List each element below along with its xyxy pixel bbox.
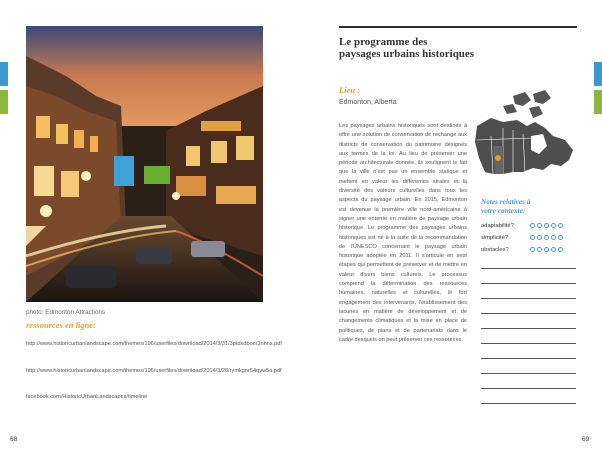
- rating-circle[interactable]: [530, 235, 535, 240]
- rating-row-adaptability: [481, 222, 579, 232]
- resources-title: ressources en ligne:: [26, 320, 96, 330]
- rating-circle[interactable]: [558, 247, 563, 252]
- page-number-right: 69: [582, 436, 590, 443]
- rating-row-obstacles: [481, 246, 579, 256]
- note-line[interactable]: [481, 298, 576, 299]
- note-line[interactable]: [481, 403, 576, 404]
- page-number-left: 68: [10, 436, 18, 443]
- rating-circle[interactable]: [537, 247, 542, 252]
- rating-circle[interactable]: [544, 223, 549, 228]
- resource-link-3[interactable]: facebook.com/HistoricUrbanLandscapes/timeline: [26, 394, 148, 400]
- rating-circle[interactable]: [551, 223, 556, 228]
- rating-circle[interactable]: [530, 223, 535, 228]
- rating-label: obstacles?: [481, 247, 509, 253]
- body-text: Les paysages urbains historiques sont destinés à offrir une solution de conservation de rechange aux districts de conservation du patrimoine désignés aux termes de la loi. Au lieu de préserver une période architecturale donnée, ils soulignent le fait que la ville n'est pas un ensemble statique et mettent en valeur les différentes strates et la diversité des valeurs culturelles dans tous les aspects du paysage urbain. En 2015, Edmonton est devenue la première ville nord-américaine à signer une entente en matière de paysage urbain historique. Le programme des paysages urbains historiques est né à la suite de la recommandation de l'UNESCO concernant le paysage urbain historique adoptée en 2011. Il s'articule en sept étapes qui permettent de préserver et de mettre en valeur divers biens culturels. Le processus comprend la détermination des ressources humaines, naturelles et culturelles, le fort engagement des intervenants, l'établissement des lacunes en matière de développement et de changements climatiques et la mise en place de politiques, de plans et de partenariats dans le cadre desquels on peut préserver ces ressources.: [339, 123, 467, 343]
- rating-circle[interactable]: [551, 247, 556, 252]
- notes-title-line-2: votre contexte:: [481, 206, 526, 215]
- note-line[interactable]: [481, 283, 576, 284]
- resource-link-1[interactable]: http://www.historicurbanlandscape.com/themes/196/userfiles/download/2014/3/31/3ptdxdbom3nhhs.pdf: [26, 341, 282, 347]
- title-rule: [339, 26, 577, 28]
- rating-circle[interactable]: [544, 235, 549, 240]
- notes-title-line-1: Notes relatives à: [481, 197, 531, 206]
- tab-blue-left: [0, 62, 8, 86]
- notes-title: [481, 197, 581, 215]
- rating-circle[interactable]: [537, 235, 542, 240]
- note-line[interactable]: [481, 343, 576, 344]
- rating-circles[interactable]: [530, 235, 565, 242]
- edmonton-marker: [495, 155, 501, 161]
- page-title: [339, 36, 579, 60]
- rating-circles[interactable]: [530, 247, 565, 254]
- page-title-line-2: paysages urbains historiques: [339, 48, 475, 60]
- note-line[interactable]: [481, 373, 576, 374]
- photo-credit: photo: Edmonton Attractions: [26, 309, 106, 316]
- tab-green-left: [0, 90, 8, 114]
- rating-circle[interactable]: [558, 235, 563, 240]
- note-line[interactable]: [481, 268, 576, 269]
- resource-link-2[interactable]: http://www.historicurbanlandscape.com/themes/196/userfiles/download/2014/3/28/rymkpnr54qyw5a.pdf: [26, 368, 282, 374]
- note-line[interactable]: [481, 358, 576, 359]
- rating-circle[interactable]: [537, 223, 542, 228]
- rating-circle[interactable]: [530, 247, 535, 252]
- location-label: Lieu :: [339, 85, 361, 95]
- rating-label: simplicité?: [481, 235, 509, 241]
- tab-green-right: [594, 90, 602, 114]
- canada-map: [473, 88, 579, 192]
- tab-blue-right: [594, 62, 602, 86]
- rating-label: adaptabilité?: [481, 223, 514, 229]
- note-line[interactable]: [481, 388, 576, 389]
- page-title-line-1: Le programme des: [339, 36, 428, 48]
- note-line[interactable]: [481, 313, 576, 314]
- rating-circle[interactable]: [551, 235, 556, 240]
- location-value: Edmonton, Alberta: [339, 99, 397, 106]
- rating-circle[interactable]: [558, 223, 563, 228]
- rating-circle[interactable]: [544, 247, 549, 252]
- rating-row-simplicity: [481, 234, 579, 244]
- rating-circles[interactable]: [530, 223, 565, 230]
- note-line[interactable]: [481, 328, 576, 329]
- street-photo: [26, 26, 263, 302]
